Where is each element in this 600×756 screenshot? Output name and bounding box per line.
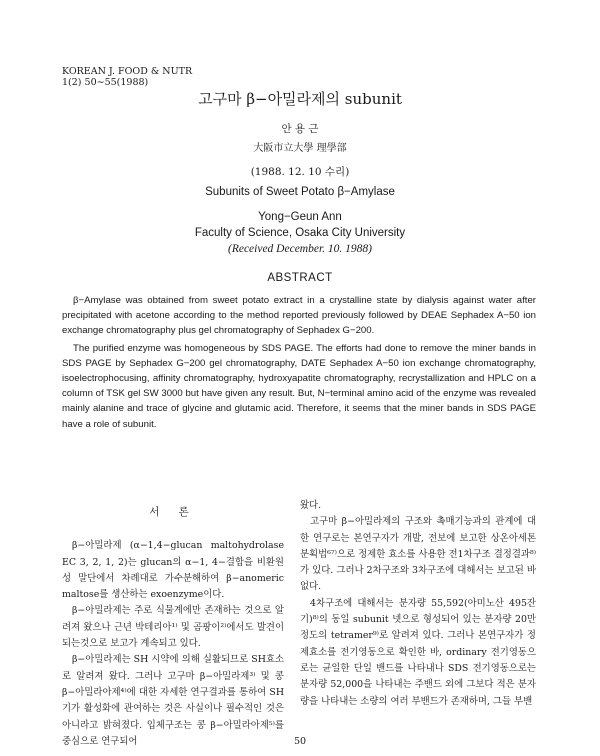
page-number: 50 [293,736,307,747]
abstract-heading: ABSTRACT [267,272,333,284]
journal-volume: 1(2) 50∼55(1988) [62,77,149,88]
title-english: Subunits of Sweet Potato β−Amylase [205,186,395,198]
date-korean: (1988. 12. 10 수리) [250,166,350,178]
abstract-body [62,293,536,434]
body-paragraph: 고구마 β−아밀라제의 구조와 촉매기능과의 관계에 대한 연구로는 본연구자가 개발, 전보에 보고한 상온아세톤 분획법⁶⁷⁾으로 정제한 효소를 사용한 전1차구조 결정결과⁸⁾가 있다. 그러나 2차구조와 3차구조에 대해서는 보고된 바 없다. [300,516,536,593]
journal-name: KOREAN J. FOOD & NUTR [62,66,193,77]
title-korean: 고구마 β−아밀라제의 subunit [198,90,402,108]
left-column [62,504,284,750]
body-paragraph: 4차구조에 대해서는 분자량 55,592(아미노산 495잔기)⁸⁾의 동일 subunit 넷으로 형성되어 있는 분자량 20만 정도의 tetramer⁹⁾로 알려져 있다. 그러나 본연구자가 정제효소를 전기영동으로 확인한 바, ordinary 전기영동으로는 균일한 단일 밴드를 나타내나 SDS 전기영동으로는 분자량 52,000을 나타내는 주밴드 외에 그보다 적은 분자량을 나타내는 소량의 여러 부밴드가 존재하며, 그들 부밴 [300,597,536,707]
body-paragraph: 왔다. [300,500,322,511]
abstract-paragraph: The purified enzyme was homogeneous by SDS PAGE. The efforts had done to remove the miner bands in SDS PAGE by Sephadex G−200 gel chromatography, DATE Sephadex A−50 ion exchange chromatography, isoelectrophocusing, affinity chromatography, hydroxyapatite chromatography, recrystallization and HPLC on a column of TSK gel SW 3000 but have given any result. But, N−terminal amino acid of the enzyme was revealed mainly alanine and trace of glycine and glutamic acid. Therefore, it seems that the miner bands in SDS PAGE have a role of subunit. [62,342,536,430]
author-korean: 안 용 근 [281,123,319,135]
right-column [300,498,536,710]
body-paragraph: β−아밀라제는 주로 식물계에만 존재하는 것으로 알려져 왔으나 근년 박테리아¹⁾ 및 곰팡이²⁾에서도 발견이 되는것으로 보고가 계속되고 있다. [62,605,284,650]
section-heading: 서 론 [149,506,197,518]
body-paragraph: β−아밀라제 (α−1,4−glucan maltohydrolase EC 3, 2, 1, 2)는 glucan의 α−1, 4−결합을 비환원성 말단에서 차례대로 가수분해하여 β−anomeric maltose를 생산하는 exoenzyme이다. [62,540,284,601]
affiliation-korean: 大阪市立大學 理學部 [253,143,347,154]
author-english: Yong−Geun Ann [258,211,342,223]
received-date: (Received December. 10. 1988) [227,243,372,255]
affiliation-english: Faculty of Science, Osaka City University [194,227,406,239]
abstract-paragraph: β−Amylase was obtained from sweet potato extract in a crystalline state by dialysis against water after precipitated with acetone according to the method reported previously followed by DEAE Sephadex A−50 ion exchange chromatography plus gel chromatography of Sephadex G−200. [62,295,536,337]
body-paragraph: β−아밀라제는 SH 시약에 의해 실활되므로 SH효소로 알려져 왔다. 그러나 고구마 β−아밀라제³⁾ 및 콩 β−아밀라아제⁴⁾에 대한 자세한 연구결과를 통하여 SH기가 활성화에 관여하는 것은 사실이나 필수적인 것은 아니라고 밝혀졌다. 입체구조는 콩 β−아밀라아제⁵⁾를 중심으로 연구되어 [62,654,284,747]
journal-header [62,66,192,88]
